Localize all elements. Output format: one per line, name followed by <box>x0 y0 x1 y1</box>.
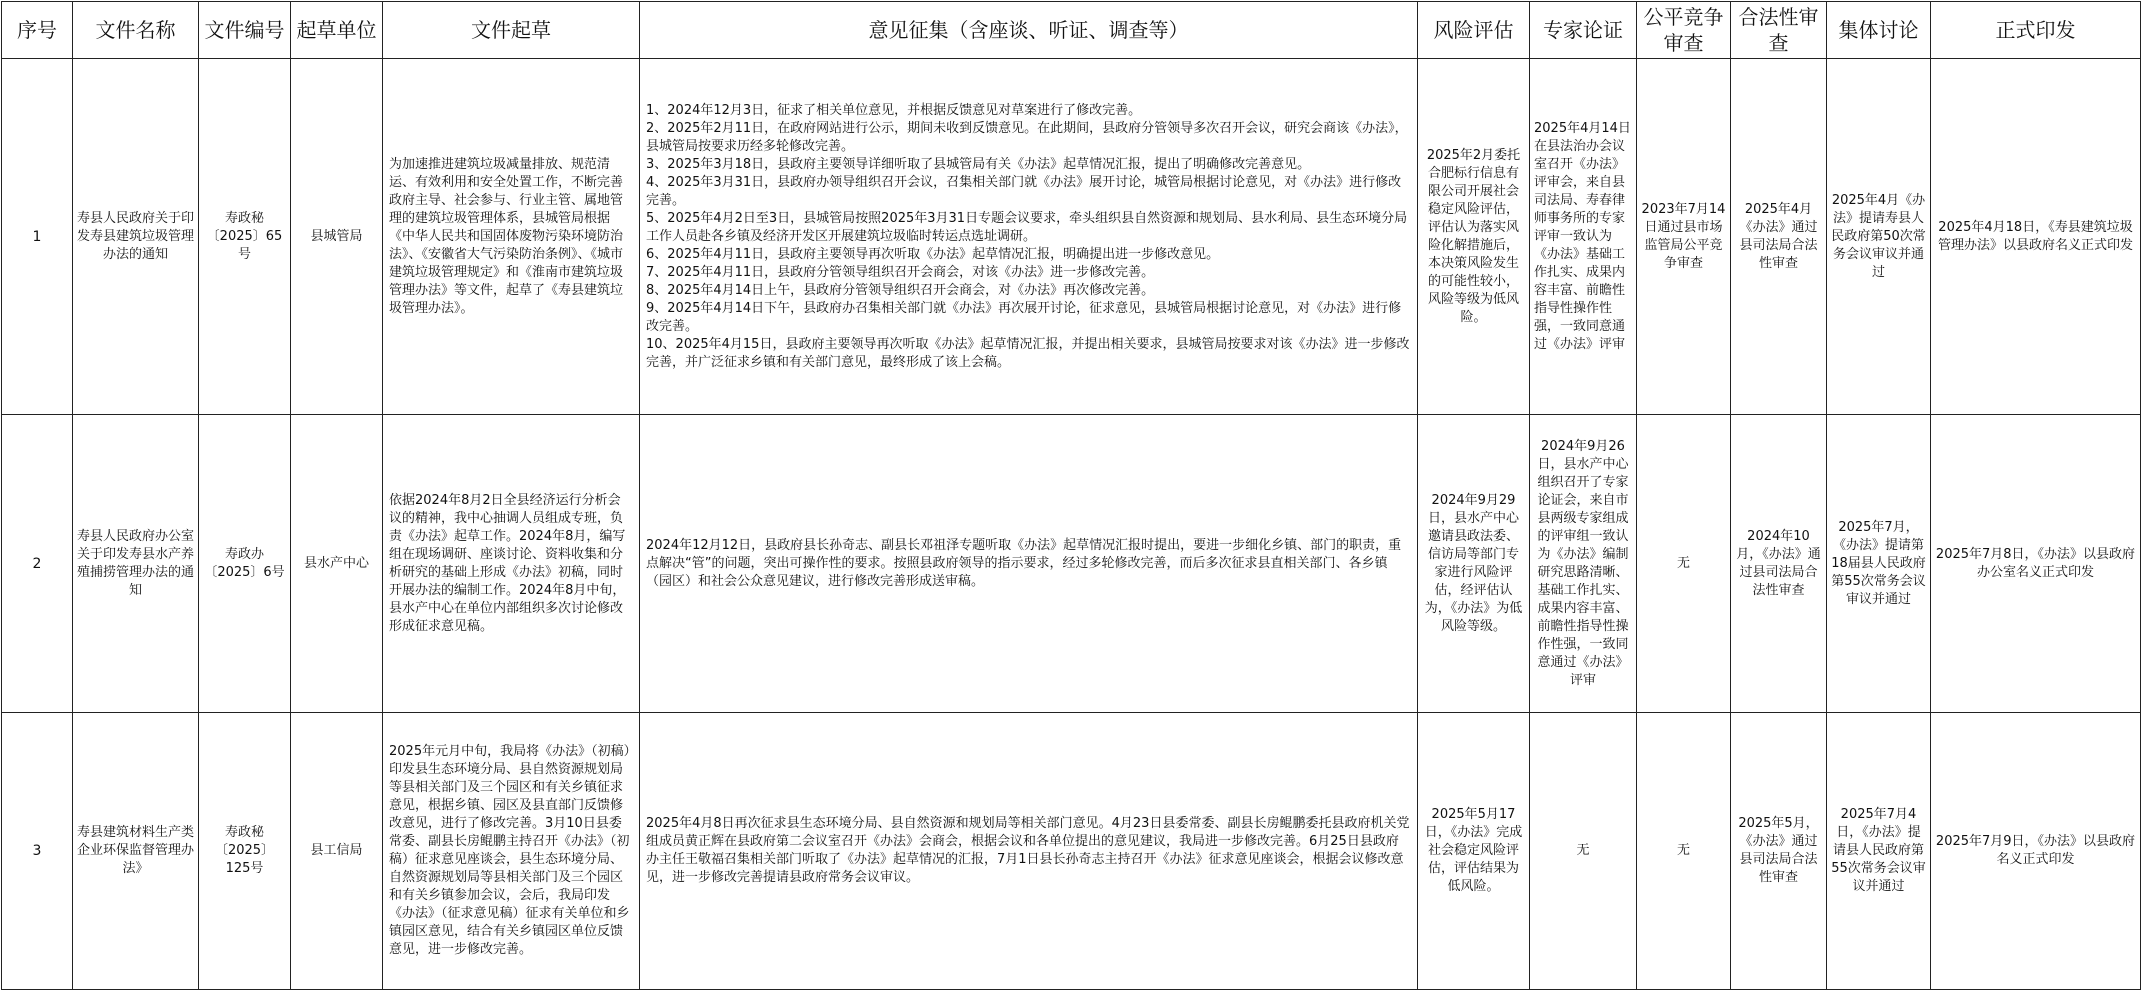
header-collective-discussion: 集体讨论 <box>1827 2 1931 59</box>
fair-competition-cell: 无 <box>1637 415 1731 713</box>
opinion-item: 2024年12月12日，县政府县长孙奇志、副县长邓祖泽专题听取《办法》起草情况汇报时提出，要进一步细化乡镇、部门的职责，重点解决“管”的问题，突出可操作性的要求。按照县政府领导的指示要求，经过多轮修改完善，而后多次征求县直相关部门、各乡镇（园区）和社会公众意见建议，进行修改完善形成送审稿。 <box>646 537 1402 589</box>
legality-cell: 2025年5月，《办法》通过县司法局合法性审查 <box>1731 713 1827 990</box>
opinion-item: 5、2025年4月2日至3日，县城管局按照2025年3月31日专题会议要求，牵头组织县自然资源和规划局、县水利局、县生态环境分局工作人员赴各乡镇及经济开发区开展建筑垃圾临时转运点选址调研。 <box>646 210 1408 244</box>
drafting-cell: 2025年元月中旬，我局将《办法》（初稿）印发县生态环境分局、县自然资源规划局等县相关部门及三个园区和有关乡镇征求意见，根据乡镇、园区及县直部门反馈修改意见，进行了修改完善。3月10日县委常委、副县长房鲲鹏主持召开《办法》（初稿）征求意见座谈会，县生态环境分局、自然资源规划局等县相关部门及三个园区和有关乡镇参加会议，会后，我局印发《办法》（征求意见稿）征求有关单位和乡镇园区意见，结合有关乡镇园区单位反馈意见，进一步修改完善。 <box>383 713 640 990</box>
opinion-item: 2025年4月8日再次征求县生态环境分局、县自然资源和规划局等相关部门意见。4月23日县委常委、副县长房鲲鹏委托县政府机关党组成员黄正辉在县政府第二会议室召开《办法》会商会，根据会议和各单位提出的意见建议，我局进一步修改完善。6月25日县政府办主任王敬福召集相关部门听取了《办法》起草情况的汇报，7月1日县长孙奇志主持召开《办法》征求意见座谈会，根据会议修改意见，进一步修改完善提请县政府常务会议审议。 <box>646 816 1410 885</box>
opinion-item: 3、2025年3月18日，县政府主要领导详细听取了县城管局有关《办法》起草情况汇报，提出了明确修改完善意见。 <box>646 156 1311 172</box>
header-official-issue: 正式印发 <box>1931 2 2141 59</box>
header-fair-competition: 公平竞争审查 <box>1637 2 1731 59</box>
issue-cell: 2025年7月8日，《办法》以县政府办公室名义正式印发 <box>1931 415 2141 713</box>
drafting-unit-cell: 县水产中心 <box>291 415 383 713</box>
risk-cell: 2024年9月29日，县水产中心邀请县政法委、信访局等部门专家进行风险评估，经评估认为，《办法》为低风险等级。 <box>1418 415 1530 713</box>
opinion-item: 8、2025年4月14日上午，县政府分管领导组织召开会商会，对《办法》再次修改完善。 <box>646 282 1155 298</box>
row-index: 1 <box>2 59 73 415</box>
table-row <box>2 415 2141 713</box>
file-number-cell: 寿政办〔2025〕6号 <box>199 415 291 713</box>
opinion-item: 9、2025年4月14日下午，县政府办召集相关部门就《办法》再次展开讨论，征求意见，县城管局根据讨论意见，对《办法》进行修改完善。 <box>646 300 1402 334</box>
header-drafting: 文件起草 <box>383 2 640 59</box>
fair-competition-cell: 无 <box>1637 713 1731 990</box>
header-legality-review: 合法性审查 <box>1731 2 1827 59</box>
opinion-item: 6、2025年4月11日，县政府主要领导再次听取《办法》起草情况汇报，明确提出进一步修改意见。 <box>646 246 1220 262</box>
opinion-cell <box>640 713 1418 990</box>
drafting-unit-cell: 县城管局 <box>291 59 383 415</box>
file-name-cell: 寿县建筑材料生产类企业环保监督管理办法》 <box>73 713 199 990</box>
header-drafting-unit: 起草单位 <box>291 2 383 59</box>
opinion-item: 10、2025年4月15日，县政府主要领导再次听取《办法》起草情况汇报，并提出相关要求，县城管局按要求对该《办法》进一步修改完善，并广泛征求乡镇和有关部门意见，最终形成了该上会稿。 <box>646 336 1410 370</box>
row-index: 2 <box>2 415 73 713</box>
table-row <box>2 713 2141 990</box>
drafting-cell: 依据2024年8月2日全县经济运行分析会议的精神，我中心抽调人员组成专班，负责《办法》起草工作。2024年8月，编写组在现场调研、座谈讨论、资料收集和分析研究的基础上形成《办法》初稿，同时开展办法的编制工作。2024年8月中旬，县水产中心在单位内部组织多次讨论修改形成征求意见稿。 <box>383 415 640 713</box>
header-opinion-collection: 意见征集（含座谈、听证、调查等） <box>640 2 1418 59</box>
expert-cell: 2025年4月14日在县法治办会议室召开《办法》评审会，来自县司法局、寿春律师事务所的专家评审一致认为《办法》基础工作扎实、成果内容丰富、前瞻性指导性操作性强，一致同意通过《办法》评审 <box>1530 59 1637 415</box>
file-name-cell: 寿县人民政府关于印发寿县建筑垃圾管理办法的通知 <box>73 59 199 415</box>
collective-cell: 2025年4月《办法》提请寿县人民政府第50次常务会议审议并通过 <box>1827 59 1931 415</box>
drafting-cell: 为加速推进建筑垃圾减量排放、规范清运、有效利用和安全处置工作，不断完善政府主导、社会参与、行业主管、属地管理的建筑垃圾管理体系，县城管局根据《中华人民共和国固体废物污染环境防治法》、《安徽省大气污染防治条例》、《城市建筑垃圾管理规定》和《淮南市建筑垃圾管理办法》等文件，起草了《寿县建筑垃圾管理办法》。 <box>383 59 640 415</box>
opinion-item: 7、2025年4月11日，县政府分管领导组织召开会商会，对该《办法》进一步修改完善。 <box>646 264 1155 280</box>
opinion-item: 4、2025年3月31日，县政府办领导组织召开会议，召集相关部门就《办法》展开讨论，城管局根据讨论意见，对《办法》进行修改完善。 <box>646 174 1402 208</box>
issue-cell: 2025年4月18日，《寿县建筑垃圾管理办法》以县政府名义正式印发 <box>1931 59 2141 415</box>
issue-cell: 2025年7月9日，《办法》以县政府名义正式印发 <box>1931 713 2141 990</box>
legality-cell: 2024年10月，《办法》通过县司法局合法性审查 <box>1731 415 1827 713</box>
drafting-unit-cell: 县工信局 <box>291 713 383 990</box>
opinion-item: 1、2024年12月3日，征求了相关单位意见，并根据反馈意见对草案进行了修改完善。 <box>646 102 1142 118</box>
opinion-cell <box>640 59 1418 415</box>
header-index: 序号 <box>2 2 73 59</box>
header-row <box>2 2 2141 59</box>
file-number-cell: 寿政秘〔2025〕65号 <box>199 59 291 415</box>
file-name-cell: 寿县人民政府办公室关于印发寿县水产养殖捕捞管理办法的通知 <box>73 415 199 713</box>
collective-cell: 2025年7月4日，《办法》提请县人民政府第55次常务会议审议并通过 <box>1827 713 1931 990</box>
table-row <box>2 59 2141 415</box>
expert-cell: 2024年9月26日，县水产中心组织召开了专家论证会，来自市县两级专家组成的评审组一致认为《办法》编制研究思路清晰、基础工作扎实、成果内容丰富、前瞻性指导性操作性强，一致同意通过《办法》评审 <box>1530 415 1637 713</box>
policy-document-table <box>1 1 2141 990</box>
legality-cell: 2025年4月《办法》通过县司法局合法性审查 <box>1731 59 1827 415</box>
opinion-cell <box>640 415 1418 713</box>
row-index: 3 <box>2 713 73 990</box>
file-number-cell: 寿政秘〔2025〕125号 <box>199 713 291 990</box>
risk-cell: 2025年2月委托合肥标行信息有限公司开展社会稳定风险评估，评估认为落实风险化解措施后，本决策风险发生的可能性较小，风险等级为低风险。 <box>1418 59 1530 415</box>
header-file-name: 文件名称 <box>73 2 199 59</box>
header-expert-review: 专家论证 <box>1530 2 1637 59</box>
collective-cell: 2025年7月，《办法》提请第18届县人民政府第55次常务会议审议并通过 <box>1827 415 1931 713</box>
header-risk-assessment: 风险评估 <box>1418 2 1530 59</box>
opinion-item: 2、2025年2月11日，在政府网站进行公示，期间未收到反馈意见。在此期间，县政府分管领导多次召开会议，研究会商该《办法》，县城管局按要求历经多轮修改完善。 <box>646 120 1408 154</box>
header-file-number: 文件编号 <box>199 2 291 59</box>
fair-competition-cell: 2023年7月14日通过县市场监管局公平竞争审查 <box>1637 59 1731 415</box>
risk-cell: 2025年5月17日，《办法》完成社会稳定风险评估，评估结果为低风险。 <box>1418 713 1530 990</box>
expert-cell: 无 <box>1530 713 1637 990</box>
